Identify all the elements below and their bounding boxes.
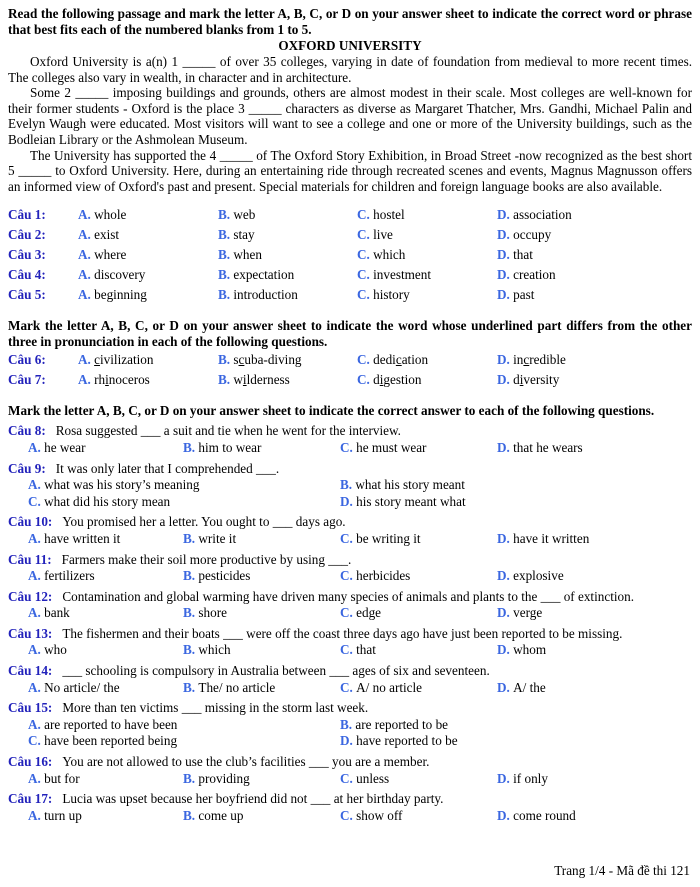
option-text: A/ no article	[356, 679, 423, 695]
option	[497, 680, 692, 697]
option-letter: C.	[357, 372, 374, 388]
option-letter: A.	[28, 679, 45, 695]
option	[497, 350, 692, 370]
option-text: hostel	[373, 207, 405, 223]
option-letter: C.	[28, 493, 45, 509]
option	[183, 680, 340, 697]
option-letter: A.	[28, 605, 45, 621]
question-label: Câu 5:	[8, 287, 46, 303]
option-letter: D.	[497, 247, 514, 263]
question-stem	[8, 461, 692, 478]
option-text: discovery	[94, 267, 146, 283]
option-letter: C.	[357, 267, 374, 283]
grammar-section-instruction: Mark the letter A, B, C, or D on your answer sheet to indicate the correct answer to each of the following questions.	[8, 403, 655, 419]
option	[183, 642, 340, 659]
option-letter: B.	[340, 716, 356, 732]
question-stem	[8, 514, 692, 531]
option-text: have written it	[44, 530, 121, 546]
option-text: who	[44, 642, 67, 658]
option-text: have it written	[513, 530, 590, 546]
question-block	[8, 423, 692, 456]
option-letter: A.	[28, 716, 45, 732]
option-text: introduction	[233, 287, 298, 303]
option	[28, 440, 183, 457]
option-text: A/ the	[513, 679, 546, 695]
option-text: that	[356, 642, 376, 658]
reading-questions	[8, 205, 692, 305]
question-stem	[8, 552, 692, 569]
option-letter: B.	[218, 207, 234, 223]
grammar-questions	[8, 423, 692, 824]
option-text: herbicides	[356, 568, 411, 584]
option	[218, 370, 357, 390]
option-text: unless	[356, 770, 390, 786]
option-letter: D.	[340, 733, 357, 749]
question-label: Câu 2:	[8, 227, 46, 243]
option-text: write it	[198, 530, 237, 546]
option-text: but for	[44, 770, 80, 786]
option	[357, 285, 497, 305]
question-label: Câu 15:	[8, 700, 53, 716]
question-stem	[8, 754, 692, 771]
question-block	[8, 514, 692, 547]
option-text: what his story meant	[355, 477, 465, 493]
question-stem-text: More than ten victims ___ missing in the storm last week.	[62, 700, 369, 716]
option	[497, 531, 692, 548]
option-text: wilderness	[233, 372, 290, 388]
option-letter: B.	[218, 372, 234, 388]
question-block	[8, 700, 692, 750]
option-letter: A.	[28, 477, 45, 493]
question-options	[28, 531, 692, 548]
option-letter: D.	[497, 530, 514, 546]
option-text: pesticides	[198, 568, 251, 584]
question-stem-text: ___ schooling is compulsory in Australia between ___ ages of six and seventeen.	[62, 663, 490, 679]
option-text: verge	[513, 605, 543, 621]
option-letter: A.	[78, 352, 95, 368]
option-text: turn up	[44, 807, 82, 823]
question-label: Câu 1:	[8, 207, 46, 223]
option	[78, 265, 218, 285]
option	[357, 350, 497, 370]
option-text: scuba-diving	[233, 352, 302, 368]
question-stem-text: You are not allowed to use the club’s facilities ___ you are a member.	[62, 754, 430, 770]
option-text: have reported to be	[356, 733, 458, 749]
question-row	[8, 370, 692, 390]
question-options	[28, 808, 692, 825]
option-letter: C.	[340, 568, 357, 584]
option-letter: C.	[340, 770, 357, 786]
pronunciation-section-instruction: Mark the letter A, B, C, or D on your answer sheet to indicate the word whose underlined part differs from the other three in pronunciation in each of the following questions.	[8, 318, 692, 350]
option	[183, 531, 340, 548]
question-block	[8, 754, 692, 787]
option-letter: A.	[28, 642, 45, 658]
option-text: bank	[44, 605, 70, 621]
option-text: which	[373, 247, 406, 263]
option-letter: B.	[183, 770, 199, 786]
option-text: diversity	[513, 372, 560, 388]
option	[183, 440, 340, 457]
option-letter: B.	[183, 605, 199, 621]
option	[28, 808, 183, 825]
option-letter: A.	[78, 267, 95, 283]
question-stem-text: Lucia was upset because her boyfriend did not ___ at her birthday party.	[62, 791, 444, 807]
option-letter: C.	[340, 807, 357, 823]
option-letter: A.	[78, 207, 95, 223]
option-letter: B.	[218, 227, 234, 243]
option	[183, 605, 340, 622]
option	[28, 605, 183, 622]
option	[28, 771, 183, 788]
option-letter: C.	[340, 679, 357, 695]
passage-title: OXFORD UNIVERSITY	[278, 38, 422, 53]
option	[218, 285, 357, 305]
question-stem-text: You promised her a letter. You ought to ___ days ago.	[62, 514, 346, 530]
question-options	[28, 771, 692, 788]
option-text: association	[513, 207, 572, 223]
option-text: that	[513, 247, 533, 263]
option-letter: D.	[497, 287, 514, 303]
question-block	[8, 461, 692, 511]
option	[78, 225, 218, 245]
question-block	[8, 589, 692, 622]
option-text: occupy	[513, 227, 552, 243]
option-text: history	[373, 287, 410, 303]
option-text: are reported to have been	[44, 716, 178, 732]
passage-paragraph: Some 2 _____ imposing buildings and grounds, others are almost modest in their scale. Most colleges are well-known for their former students - Oxford is the place 3 _____ characters as diverse as Margaret Thatcher, Mrs. Gandhi, Michael Palin and Evelyn Waugh were educated. Most visitors will want to see a college and one or more of the University buildings, such as the Bodleian Library or the Ashmolean Museum.	[8, 85, 692, 147]
option	[357, 370, 497, 390]
option	[28, 642, 183, 659]
option-letter: B.	[340, 477, 356, 493]
question-stem	[8, 626, 692, 643]
option-letter: B.	[218, 247, 234, 263]
option	[497, 245, 692, 265]
option-letter: B.	[183, 807, 199, 823]
option-text: what was his story’s meaning	[44, 477, 200, 493]
option	[78, 370, 218, 390]
option	[340, 642, 497, 659]
option-letter: D.	[497, 207, 514, 223]
option-letter: B.	[218, 287, 234, 303]
option-text: what did his story mean	[44, 493, 171, 509]
option-letter: B.	[183, 530, 199, 546]
option-letter: C.	[340, 605, 357, 621]
passage-paragraph: The University has supported the 4 _____ of The Oxford Story Exhibition, in Broad Street -now recognized as the best short 5 _____ to Oxford University. Here, during an entertaining ride through recreated scenes and events, Magnus Magnusson offers an informed view of Oxford's past and present. Special materials for children and foreign language books are also available.	[8, 147, 692, 194]
option	[78, 350, 218, 370]
option-text: investment	[373, 267, 431, 283]
option-text: web	[233, 207, 256, 223]
option-letter: A.	[28, 530, 45, 546]
option	[497, 605, 692, 622]
option-letter: B.	[183, 642, 199, 658]
option-text: his story meant what	[356, 493, 466, 509]
question-label: Câu 17:	[8, 791, 53, 807]
option	[183, 568, 340, 585]
option	[497, 440, 692, 457]
question-label: Câu 7:	[8, 372, 46, 388]
option-text: he wear	[44, 439, 86, 455]
question-label: Câu 6:	[8, 352, 46, 368]
question-options	[28, 717, 692, 750]
option-text: that he wears	[513, 439, 583, 455]
question-block	[8, 552, 692, 585]
option	[183, 808, 340, 825]
option-letter: C.	[340, 439, 357, 455]
question-label: Câu 3:	[8, 247, 46, 263]
question-options	[28, 477, 692, 510]
option	[497, 771, 692, 788]
option	[28, 494, 340, 511]
option	[218, 225, 357, 245]
option	[340, 605, 497, 622]
option-text: exist	[94, 227, 120, 243]
option-text: No article/ the	[44, 679, 120, 695]
option-text: incredible	[513, 352, 566, 368]
question-label: Câu 8:	[8, 423, 46, 439]
option-letter: B.	[183, 568, 199, 584]
option	[28, 717, 340, 734]
option	[357, 265, 497, 285]
pronunciation-questions	[8, 350, 692, 390]
option	[340, 440, 497, 457]
page-footer: Trang 1/4 - Mã đề thi 121	[554, 863, 690, 878]
option	[28, 477, 340, 494]
option-letter: B.	[218, 267, 234, 283]
option-letter: D.	[497, 352, 514, 368]
option-text: explosive	[513, 568, 564, 584]
option-text: if only	[513, 770, 548, 786]
option-text: shore	[198, 605, 227, 621]
option-letter: D.	[497, 568, 514, 584]
question-stem-text: The fishermen and their boats ___ were off the coast three days ago have just been reported to be missing.	[62, 625, 623, 641]
question-options	[28, 680, 692, 697]
question-stem	[8, 700, 692, 717]
option-text: live	[373, 227, 393, 243]
option-letter: C.	[28, 733, 45, 749]
question-block	[8, 626, 692, 659]
option	[357, 205, 497, 225]
question-block	[8, 663, 692, 696]
option-text: him to wear	[198, 439, 262, 455]
option-letter: D.	[340, 493, 357, 509]
option-letter: C.	[357, 287, 374, 303]
option	[28, 568, 183, 585]
option	[357, 225, 497, 245]
option	[497, 205, 692, 225]
option	[28, 733, 340, 750]
option	[497, 370, 692, 390]
option-text: be writing it	[356, 530, 421, 546]
question-label: Câu 10:	[8, 514, 53, 530]
option-letter: A.	[78, 287, 95, 303]
option-letter: A.	[28, 568, 45, 584]
option	[218, 350, 357, 370]
option	[340, 494, 692, 511]
option	[340, 680, 497, 697]
question-block	[8, 791, 692, 824]
option-letter: D.	[497, 679, 514, 695]
option-letter: D.	[497, 267, 514, 283]
option	[357, 245, 497, 265]
option	[497, 225, 692, 245]
option-letter: D.	[497, 439, 514, 455]
option	[340, 568, 497, 585]
option	[218, 245, 357, 265]
question-stem	[8, 791, 692, 808]
passage-paragraph: Oxford University is a(n) 1 _____ of over 35 colleges, varying in date of foundation from medieval to more recent times. The colleges also vary in wealth, in character and in architecture.	[8, 54, 692, 85]
option-letter: A.	[78, 227, 95, 243]
option-letter: D.	[497, 642, 514, 658]
question-row	[8, 205, 692, 225]
option-letter: A.	[28, 807, 45, 823]
option-text: civilization	[94, 352, 154, 368]
option-text: digestion	[373, 372, 422, 388]
option	[340, 733, 692, 750]
option-text: stay	[233, 227, 255, 243]
option-text: edge	[356, 605, 382, 621]
passage-paragraphs	[8, 54, 692, 194]
option-text: expectation	[233, 267, 295, 283]
question-row	[8, 265, 692, 285]
option-text: past	[513, 287, 535, 303]
option-text: he must wear	[356, 439, 427, 455]
option-letter: C.	[340, 642, 357, 658]
question-label: Câu 9:	[8, 460, 46, 476]
question-stem-text: Rosa suggested ___ a suit and tie when he went for the interview.	[55, 423, 401, 439]
option-text: whole	[94, 207, 127, 223]
option	[78, 245, 218, 265]
option	[218, 265, 357, 285]
option-letter: C.	[357, 227, 374, 243]
option-text: which	[198, 642, 231, 658]
option-text: rhinoceros	[94, 372, 150, 388]
option-text: whom	[513, 642, 547, 658]
option-text: come up	[198, 807, 244, 823]
option	[78, 205, 218, 225]
option-letter: C.	[357, 352, 374, 368]
option	[340, 477, 692, 494]
question-label: Câu 14:	[8, 663, 53, 679]
question-options	[28, 642, 692, 659]
option-text: where	[94, 247, 127, 263]
option-letter: A.	[28, 439, 45, 455]
option-letter: D.	[497, 372, 514, 388]
option-text: have been reported being	[44, 733, 178, 749]
option	[28, 531, 183, 548]
option-text: dedication	[373, 352, 429, 368]
option	[183, 771, 340, 788]
question-stem	[8, 423, 692, 440]
option	[218, 205, 357, 225]
option-letter: C.	[340, 530, 357, 546]
question-label: Câu 11:	[8, 551, 52, 567]
question-stem-text: It was only later that I comprehended ___.	[55, 460, 280, 476]
option	[340, 771, 497, 788]
option-text: beginning	[94, 287, 147, 303]
question-stem-text: Contamination and global warming have driven many species of animals and plants to the ___ of extinction.	[62, 588, 635, 604]
reading-section-instruction: Read the following passage and mark the letter A, B, C, or D on your answer sheet to indicate the correct word or phrase that best fits each of the numbered blanks from 1 to 5.	[8, 6, 692, 37]
option-text: The/ no article	[198, 679, 276, 695]
option-text: when	[233, 247, 262, 263]
question-stem	[8, 663, 692, 680]
question-stem	[8, 589, 692, 606]
option-letter: B.	[183, 679, 199, 695]
option	[497, 568, 692, 585]
option	[497, 285, 692, 305]
option-text: come round	[513, 807, 576, 823]
option-letter: D.	[497, 770, 514, 786]
question-options	[28, 568, 692, 585]
option	[340, 808, 497, 825]
question-row	[8, 245, 692, 265]
option-letter: A.	[78, 372, 95, 388]
question-label: Câu 16:	[8, 754, 53, 770]
option-text: providing	[198, 770, 250, 786]
option-letter: C.	[357, 247, 374, 263]
option	[78, 285, 218, 305]
option	[497, 642, 692, 659]
option-text: are reported to be	[355, 716, 449, 732]
option-letter: A.	[28, 770, 45, 786]
option	[497, 808, 692, 825]
option	[497, 265, 692, 285]
option-text: fertilizers	[44, 568, 95, 584]
option-letter: C.	[357, 207, 374, 223]
question-label: Câu 4:	[8, 267, 46, 283]
question-row	[8, 225, 692, 245]
question-stem-text: Farmers make their soil more productive by using ___.	[61, 551, 352, 567]
question-options	[28, 440, 692, 457]
question-label: Câu 13:	[8, 625, 53, 641]
option-text: creation	[513, 267, 556, 283]
question-row	[8, 350, 692, 370]
option-text: show off	[356, 807, 403, 823]
question-label: Câu 12:	[8, 588, 53, 604]
option	[340, 531, 497, 548]
question-options	[28, 605, 692, 622]
option	[340, 717, 692, 734]
option-letter: B.	[183, 439, 199, 455]
option-letter: D.	[497, 605, 514, 621]
option-letter: D.	[497, 227, 514, 243]
option	[28, 680, 183, 697]
option-letter: B.	[218, 352, 234, 368]
option-letter: D.	[497, 807, 514, 823]
option-letter: A.	[78, 247, 95, 263]
question-row	[8, 285, 692, 305]
